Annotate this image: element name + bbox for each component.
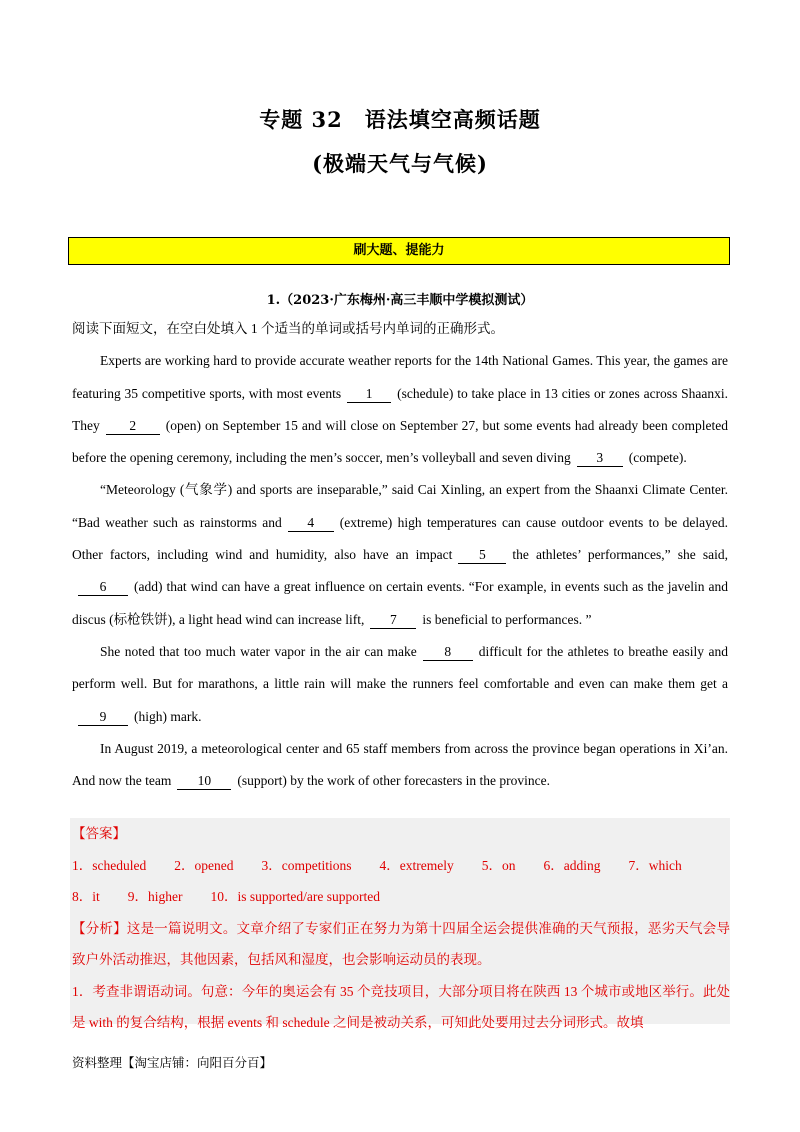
answer-item: 9．higher (127, 889, 183, 904)
answer-item: 2．opened (174, 857, 234, 873)
question-header: 1.（2023·广东梅州·高三丰顺中学模拟测试） (266, 293, 534, 308)
paragraph-4: In August 2019, a meteorological center and 65 staff members from across the province began operations in Xi’an. And now the team 10 (support) by the work of other forecasters in the province. (72, 740, 728, 789)
answer-item: 10．is supported/are supported (210, 889, 380, 904)
blank-10: 10 (177, 773, 231, 790)
explanation-1: 1．考查非谓语动词。句意：今年的奥运会有 35 个竞技项目，大部分项目将在陕西 13 个城市或地区举行。此处是 with 的复合结构，根据 events 和 schedule 之间是被动关系，可知此处要用过去分词形式。故填 (72, 983, 730, 1030)
answer-item: 3．competitions (261, 857, 352, 873)
section-banner: 刷大题、提能力 (68, 237, 730, 265)
answer-row-2 (70, 881, 730, 913)
answer-item: 4．extremely (379, 857, 454, 873)
footer-note: 资料整理【淘宝店铺：向阳百分百】 (72, 1055, 273, 1070)
blank-6: 6 (78, 579, 128, 596)
blank-4: 4 (288, 515, 334, 532)
answer-item: 6．adding (543, 857, 601, 873)
answer-section (70, 818, 730, 1030)
page-subtitle: (极端天气与气候) (312, 151, 488, 176)
blank-5: 5 (458, 547, 506, 564)
blank-9: 9 (78, 709, 128, 726)
paragraph-2: “Meteorology (气象学) and sports are inseparable,” said Cai Xinling, an expert from the Shaanxi Climate Center. “Bad weather such as rainstorms and 4 (extreme) high temperatures can cause outdoor events to be delayed. Other factors, including wind and humidity, also have an impact 5 the athletes’ performances,” she said,6 (add) that wind can have a great influence on certain events. “For example, in events such as the javelin and discus (标枪铁饼), a light head wind can increase lift, 7 is beneficial to performances. ” (72, 482, 728, 627)
blank-7: 7 (370, 612, 416, 629)
blank-8: 8 (423, 644, 473, 661)
instruction: 阅读下面短文，在空白处填入 1 个适当的单词或括号内单词的正确形式。 (72, 321, 504, 336)
answer-item: 8．it (72, 889, 100, 904)
analysis: 【分析】这是一篇说明文。文章介绍了专家们正在努力为第十四届全运会提供准确的天气预报，恶劣天气会导致户外活动推迟，其他因素，包括风和湿度，也会影响运动员的表现。 (72, 920, 730, 967)
paragraph-1: Experts are working hard to provide accurate weather reports for the 14th National Games. This year, the games are featuring 35 competitive sports, with most events 1 (schedule) to take place in 13 cities or zones across Shaanxi. They 2 (open) on September 15 and will close on September 27, but some events had already been completed before the opening ceremony, including the men’s soccer, men’s volleyball and seven diving 3 (compete). (72, 353, 728, 466)
blank-3: 3 (577, 450, 623, 467)
answer-item: 7．which (628, 857, 682, 873)
answer-item: 1．scheduled (72, 857, 147, 873)
answer-item: 5．on (481, 857, 516, 873)
page-title: 专题 32 语法填空高频话题 (259, 107, 541, 132)
passage (72, 313, 728, 797)
answer-row-1 (70, 850, 730, 882)
blank-2: 2 (106, 418, 160, 435)
blank-1: 1 (347, 386, 391, 403)
paragraph-3: She noted that too much water vapor in the air can make 8 difficult for the athletes to breathe easily and perform well. But for marathons, a little rain will make the runners feel comfortable and even can make them get a9 (high) mark. (72, 643, 728, 724)
answer-label: 【答案】 (72, 826, 126, 841)
